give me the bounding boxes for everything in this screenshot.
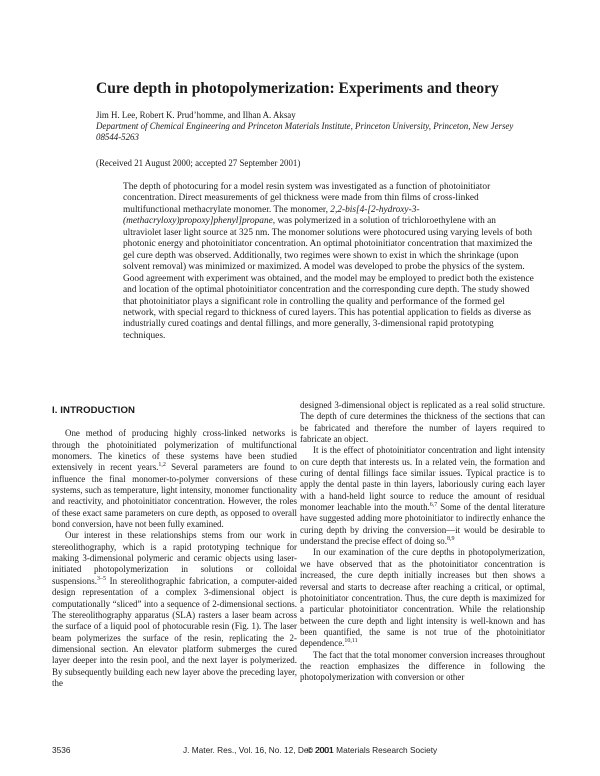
text-span: Several parameters are found to influence the final monomer-to-polymer conversions of these systems, such as temperature, light intensity, monomer functionality and reactivity, and photoinitiator concentration. However, the roles of these exact same parameters on cure depth, as opposed to overall bond conversion, have not been fully examined. (52, 462, 297, 530)
text-span: In our examination of the cure depths in photopolymerization, we have observed that as the photoinitiator concentration is increased, the cure depth initially increases but then shows a reversal and starts to decrease after reaching a critical, or optimal, photoinitiator concentration. Thus, the cure depth is maximized for a particular photoinitiator concentration. While the relationship between the cure depth and light intensity is well-known and has been quantified, the same is not true of the photoinitiator dependence. (300, 547, 545, 649)
page-footer (52, 745, 546, 757)
abstract (123, 182, 535, 342)
left-column (52, 405, 297, 689)
citation: 6,7 (429, 502, 438, 509)
citation: 8,9 (447, 536, 455, 543)
affiliation: Department of Chemical Engineering and Princeton Materials Institute, Princeton University, Princeton, New Jersey 08544-5263 (96, 121, 514, 142)
text-span: Some of the dental literature have suggested adding more photoinitiator to indirectly enhance the curing depth by driving the conversion—it would be desirable to understand the precise effect of doing so. (300, 502, 545, 547)
intro-paragraph-4 (300, 547, 545, 649)
right-column (300, 400, 545, 684)
author-list: Jim H. Lee, Robert K. Prud’homme, and Ilhan A. Aksay (96, 110, 296, 120)
page-number: 3536 (52, 745, 71, 755)
text-span: One method of producing highly cross-linked networks is through the photoinitiated polymerization of multifunctional monomers. The kinetics of these systems have been studied extensively in recent years. (52, 428, 297, 473)
monomer-name: 2,2-bis[4-[2-hydroxy-3-(methacryloxy)propoxy]phenyl]propane, (123, 204, 420, 227)
abstract-part-1: The depth of photocuring for a model resin system was investigated as a function of photoinitiator concentration. Direct measurements of gel thickness were made from thin films of cross-linked multifunctional methacrylate monomer. The monomer, (123, 182, 491, 215)
text-span: Our interest in these relationships stems from our work in stereolithography, which is a rapid prototyping technique for making 3-dimensional polymeric and ceramic objects using laser-initiated photopolymerization in solutions or colloidal suspensions. (52, 530, 297, 586)
text-span: In stereolithographic fabrication, a computer-aided design representation of a complex 3-dimensional object is computationally “sliced” into a sequence of 2-dimensional sections. The stereolithography apparatus (SLA) rasters a laser beam across the surface of a liquid pool of photocurable resin (Fig. 1). The laser beam polymerizes the surface of the resin, replicating the 2-dimensional section. An elevator platform submerges the cured layer deeper into the resin pool, and the next layer is polymerized. By subsequently building each new layer above the preceding layer, the (52, 575, 297, 688)
intro-paragraph-3 (300, 445, 545, 547)
citation: 3–5 (96, 575, 106, 582)
citation: 1,2 (158, 462, 166, 469)
citation: 10,11 (344, 638, 358, 645)
intro-paragraph-continued: designed 3-dimensional object is replicated as a real solid structure. The depth of cure determines the thickness of the sections that can be fabricated and therefore the number of layers required to fabricate an object. (300, 400, 545, 445)
paper-title: Cure depth in photopolymerization: Experiments and theory (96, 80, 499, 97)
abstract-text (123, 182, 535, 342)
intro-paragraph-1 (52, 428, 297, 530)
abstract-part-2: was polymerized in a solution of trichloroethylene with an ultraviolet laser light source at 325 nm. The monomer solutions were photocured using varying levels of both photonic energy and photoinitiator concentration. An optimal photoinitiator concentration that maximized the gel cure depth was observed. Additionally, two regimes were shown to exist in which the shrinkage (upon solvent removal) was minimized or maximized. A model was developed to probe the physics of the system. Good agreement with experiment was obtained, and the model may be employed to predict both the existence and location of the optimal photoinitiator concentration and the corresponding cure depth. The study showed that photoinitiator plays a significant role in controlling the quality and performance of the formed gel network, with special regard to thickness of cured layers. This has potential application to fields as diverse as industrially cured coatings and dental fillings, and more generally, 3-dimensional rapid prototyping techniques. (123, 216, 534, 341)
received-dates: (Received 21 August 2000; accepted 27 September 2001) (96, 158, 301, 168)
intro-paragraph-5: The fact that the total monomer conversion increases throughout the reaction emphasizes the difference in following the photopolymerization with conversion or other (300, 649, 545, 683)
copyright-notice: © 2001 Materials Research Society (307, 745, 438, 755)
text-span: It is the effect of photoinitiator concentration and light intensity on cure depth that interests us. In a related vein, the formation and curing of dental fillings face similar issues. Typical practice is to apply the dental paste in thin layers, laboriously curing each layer with a hand-held light source to reduce the amount of residual monomer leachable into the mouth. (300, 445, 545, 513)
intro-paragraph-2 (52, 530, 297, 689)
journal-citation: J. Mater. Res., Vol. 16, No. 12, Dec 2001 (183, 745, 334, 755)
section-heading: I. INTRODUCTION (52, 405, 136, 416)
